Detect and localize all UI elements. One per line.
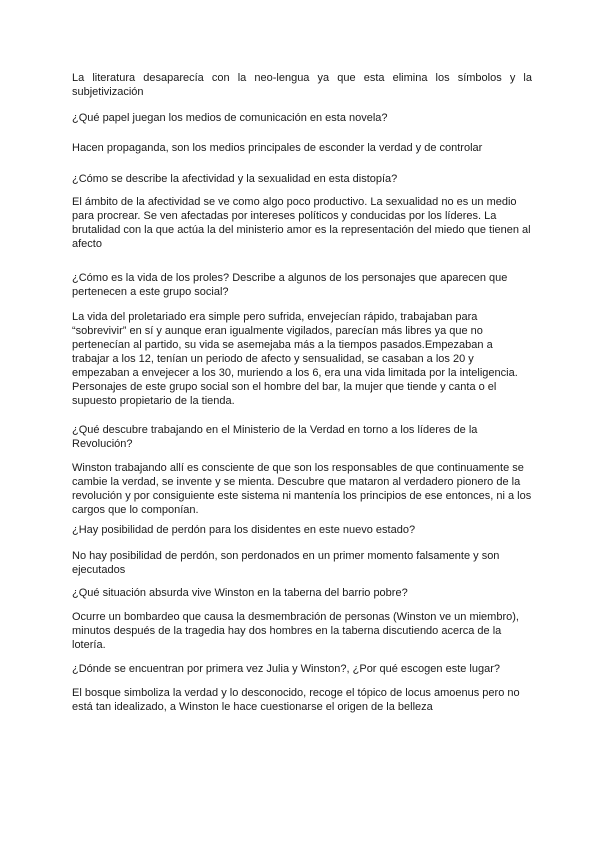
answer-ministry: Winston trabajando allí es consciente de que son los responsables de que continuamente se cambie la verdad, se invente y se mienta. Descubre que mataron al verdadero pionero de la revolución y por consiguiente este sistema ni mantenía los principios de ese entonces, ni a los cargos que lo componían. <box>72 462 532 516</box>
answer-forgiveness: No hay posibilidad de perdón, son perdonados en un primer momento falsamente y son ejecutados <box>72 550 500 576</box>
answer-affectivity: El ámbito de la afectividad se ve como algo poco productivo. La sexualidad no es un medio para procrear. Se ven afectadas por intereses políticos y conducidas por los líderes. La brutalidad con la que actúa la del ministerio amor es la representación del miedo que tienen al afecto <box>72 196 531 250</box>
question-forgiveness: ¿Hay posibilidad de perdón para los disidentes en este nuevo estado? <box>72 524 416 536</box>
answer-tavern: Ocurre un bombardeo que causa la desmembración de personas (Winston ve un miembro), minutos después de la tragedia hay dos hombres en la taberna discutiendo acerca de la lotería. <box>72 611 519 651</box>
question-media: ¿Qué papel juegan los medios de comunicación en esta novela? <box>72 112 388 124</box>
question-tavern: ¿Qué situación absurda vive Winston en la taberna del barrio pobre? <box>72 587 408 599</box>
question-meeting-place: ¿Dónde se encuentran por primera vez Julia y Winston?, ¿Por qué escogen este lugar? <box>72 663 501 675</box>
answer-meeting-place: El bosque simboliza la verdad y lo desconocido, recoge el tópico de locus amoenus pero no está tan idealizado, a Winston le hace cuestionarse el origen de la belleza <box>72 687 520 713</box>
answer-media: Hacen propaganda, son los medios principales de esconder la verdad y de controlar <box>72 142 483 154</box>
answer-proles: La vida del proletariado era simple pero sufrida, envejecían rápido, trabajaban para “sobrevivir” en sí y aunque eran igualmente vigilados, parecían más libres ya que no pertenecían al partido, su vida se asemejaba más a la tiempos pasados.Empezaban a trabajar a los 12, tenían un periodo de afecto y sensualidad, se casaban a los 20 y empezaban a envejecer a los 30, muriendo a los 6, era una vida limitada por la inteligencia. Personajes de este grupo social son el hombre del bar, la mujer que tiende y canta o el supuesto propietario de la tienda. <box>72 311 518 407</box>
question-affectivity: ¿Cómo se describe la afectividad y la sexualidad en esta distopía? <box>72 173 398 185</box>
question-ministry: ¿Qué descubre trabajando en el Ministerio de la Verdad en torno a los líderes de la Revolución? <box>72 424 478 450</box>
intro-paragraph: La literatura desaparecía con la neo-lengua ya que esta elimina los símbolos y la subjetivización <box>72 72 532 98</box>
question-proles: ¿Cómo es la vida de los proles? Describe a algunos de los personajes que aparecen que pertenecen a este grupo social? <box>72 272 508 298</box>
